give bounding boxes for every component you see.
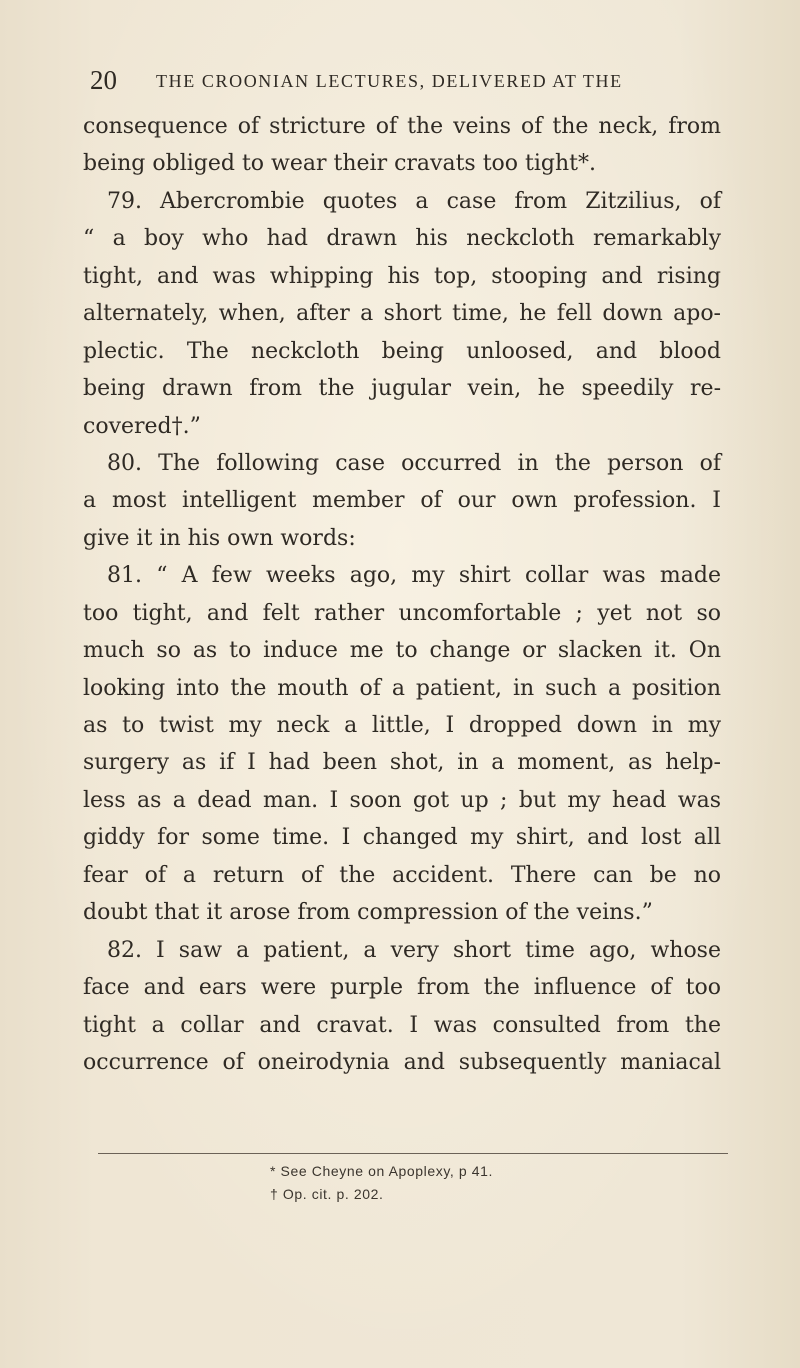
page-header xyxy=(90,64,750,96)
text-line: too tight, and felt rather uncomfortable ; yet not so xyxy=(83,600,721,626)
text-line: 80. The following case occurred in the person of xyxy=(107,450,721,476)
text-line: covered†.” xyxy=(83,413,201,439)
text-line: tight a collar and cravat. I was consulted from the xyxy=(83,1012,721,1038)
text-line: being obliged to wear their cravats too tight*. xyxy=(83,151,597,177)
text-line: a most intelligent member of our own profession. I xyxy=(83,488,721,514)
text-line: much so as to induce me to change or slacken it. On xyxy=(83,638,721,664)
text-line: less as a dead man. I soon got up ; but my head was xyxy=(83,787,721,813)
footnote-1: * See Cheyne on Apoplexy, p 41. xyxy=(270,1163,494,1179)
footnotes xyxy=(270,1160,690,1206)
page-number: 20 xyxy=(90,65,117,95)
text-line: being drawn from the jugular vein, he speedily re- xyxy=(83,376,721,402)
text-line: tight, and was whipping his top, stooping and rising xyxy=(83,263,721,289)
text-line: fear of a return of the accident. There can be no xyxy=(83,862,721,888)
running-head: THE CROONIAN LECTURES, DELIVERED AT THE xyxy=(156,71,623,91)
footnote-divider xyxy=(98,1153,728,1154)
text-line: plectic. The neckcloth being unloosed, and blood xyxy=(83,338,721,364)
text-line: alternately, when, after a short time, he fell down apo- xyxy=(83,301,721,327)
text-line: consequence of stricture of the veins of the neck, from xyxy=(83,114,721,139)
text-line: give it in his own words: xyxy=(83,525,356,551)
body-text xyxy=(83,108,721,1081)
text-line: “ a boy who had drawn his neckcloth remarkably xyxy=(83,226,721,252)
text-line: occurrence of oneirodynia and subsequently maniacal xyxy=(83,1049,721,1075)
text-line: looking into the mouth of a patient, in such a position xyxy=(83,675,721,701)
text-line: face and ears were purple from the influence of too xyxy=(83,975,721,1001)
text-line: doubt that it arose from compression of the veins.” xyxy=(83,900,653,926)
text-line: 79. Abercrombie quotes a case from Zitzilius, of xyxy=(107,188,721,214)
text-line: 82. I saw a patient, a very short time ago, whose xyxy=(107,937,721,963)
text-line: as to twist my neck a little, I dropped down in my xyxy=(83,713,721,738)
footnote-2: † Op. cit. p. 202. xyxy=(270,1186,384,1202)
text-line: surgery as if I had been shot, in a moment, as help- xyxy=(83,750,721,776)
text-line: 81. “ A few weeks ago, my shirt collar was made xyxy=(107,563,721,589)
text-line: giddy for some time. I changed my shirt, and lost all xyxy=(83,825,721,851)
